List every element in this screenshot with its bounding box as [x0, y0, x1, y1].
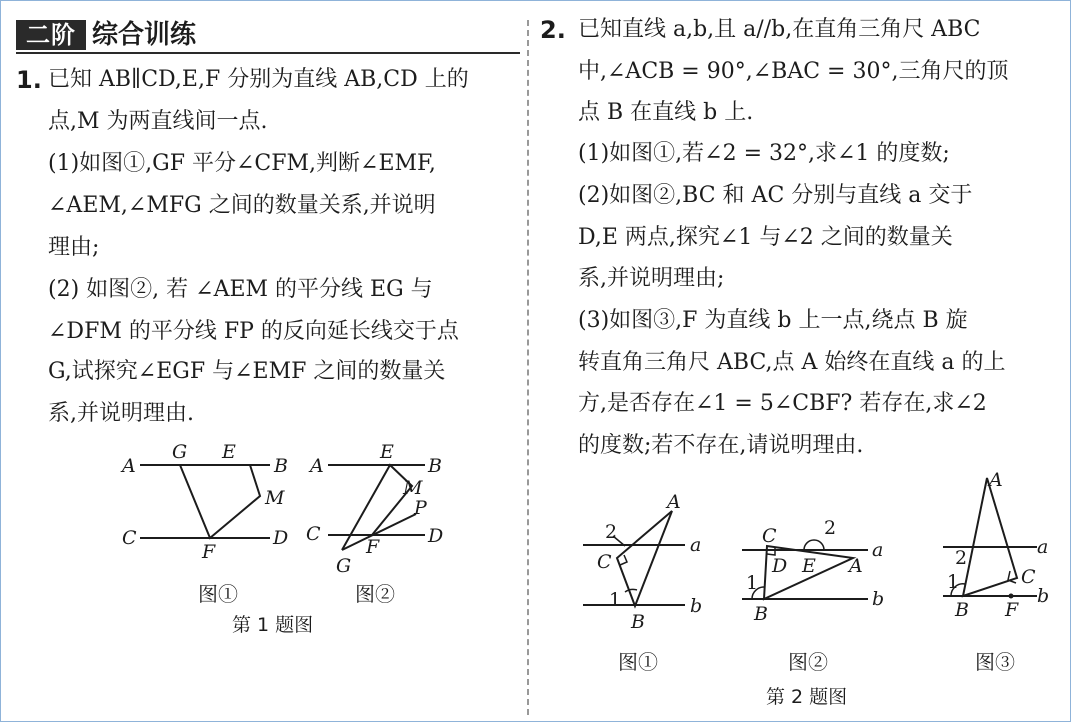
label-c: C	[597, 551, 612, 573]
label-f: F	[1005, 599, 1019, 621]
q1-line: G,试探究∠EGF 与∠EMF 之间的数量关	[48, 359, 446, 384]
section-rule	[16, 52, 520, 54]
label-m: M	[403, 477, 423, 499]
q1-figure-2	[300, 438, 460, 578]
label-e: E	[222, 441, 236, 463]
q1-line: 系,并说明理由.	[48, 401, 194, 426]
label-d: D	[772, 555, 788, 577]
label-line-a: a	[690, 534, 702, 556]
angle-2-arc	[804, 540, 824, 550]
label-a: A	[667, 491, 681, 513]
label-e: E	[802, 555, 816, 577]
q1-figure-1	[110, 438, 310, 588]
angle-2-label: 2	[955, 547, 968, 569]
label-f: F	[366, 536, 380, 558]
label-line-b: b	[1037, 585, 1050, 607]
label-b: B	[955, 599, 969, 621]
question-2-number: 2.	[540, 16, 566, 44]
label-f: F	[202, 541, 216, 563]
label-c: C	[306, 523, 321, 545]
q1-line: ∠DFM 的平分线 FP 的反向延长线交于点	[48, 319, 459, 344]
label-d: D	[428, 525, 444, 547]
q2-line: (2)如图②,BC 和 AC 分别与直线 a 交于	[578, 183, 973, 208]
q1-figure-caption: 第 1 题图	[232, 614, 314, 636]
q2-line: 转直角三角尺 ABC,点 A 始终在直线 a 的上	[578, 350, 1006, 375]
q2-figure-1	[575, 488, 725, 638]
q1-line: 理由;	[48, 235, 100, 260]
q1-line: 点,M 为两直线间一点.	[48, 109, 268, 134]
angle-2-label: 2	[824, 517, 837, 539]
label-m: M	[265, 487, 285, 509]
q2-figure-2	[736, 506, 896, 631]
label-b: B	[631, 611, 645, 633]
q2-figure-3	[935, 470, 1060, 630]
q1-fig2-caption: 图②	[355, 582, 395, 606]
right-angle-mark	[620, 555, 627, 565]
q1-line: 已知 AB∥CD,E,F 分别为直线 AB,CD 上的	[48, 67, 469, 92]
label-d: D	[273, 527, 289, 549]
label-line-b: b	[872, 588, 885, 610]
column-divider	[527, 20, 529, 715]
q2-line: 已知直线 a,b,且 a//b,在直角三角尺 ABC	[578, 17, 981, 42]
label-p: P	[414, 497, 427, 519]
label-a: A	[310, 455, 324, 477]
label-a: A	[849, 555, 863, 577]
label-b: B	[274, 455, 288, 477]
point-f	[1009, 594, 1014, 599]
label-c: C	[1021, 566, 1036, 588]
q1-line: (2) 如图②, 若 ∠AEM 的平分线 EG 与	[48, 277, 433, 302]
label-g: G	[172, 441, 188, 463]
label-a: A	[989, 470, 1003, 491]
label-g: G	[336, 555, 352, 577]
q1-line: ∠AEM,∠MFG 之间的数量关系,并说明	[48, 193, 436, 218]
q1-fig1-caption: 图①	[198, 582, 238, 606]
label-c: C	[122, 527, 137, 549]
q2-line: (3)如图③,F 为直线 b 上一点,绕点 B 旋	[578, 308, 968, 333]
angle-1-label: 1	[746, 572, 759, 594]
label-line-b: b	[690, 595, 703, 617]
q2-fig3-caption: 图③	[975, 650, 1015, 674]
angle-2-label: 2	[605, 521, 618, 543]
q2-line: 点 B 在直线 b 上.	[578, 100, 754, 125]
label-a: A	[122, 455, 136, 477]
q2-line: 中,∠ACB = 90°,∠BAC = 30°,三角尺的顶	[578, 59, 1009, 84]
angle-path	[180, 465, 260, 538]
label-b: B	[754, 603, 768, 625]
q2-fig1-caption: 图①	[618, 650, 658, 674]
label-c: C	[762, 525, 777, 547]
q2-line: D,E 两点,探究∠1 与∠2 之间的数量关	[578, 225, 953, 250]
q2-line: (1)如图①,若∠2 = 32°,求∠1 的度数;	[578, 141, 950, 166]
section-title: 综合训练	[92, 20, 197, 50]
label-e: E	[380, 441, 394, 463]
q1-line: (1)如图①,GF 平分∠CFM,判断∠EMF,	[48, 151, 436, 176]
label-line-a: a	[1037, 536, 1049, 558]
angle-1-label: 1	[609, 589, 622, 611]
q2-line: 的度数;若不存在,请说明理由.	[578, 433, 864, 458]
q2-line: 系,并说明理由;	[578, 266, 725, 291]
q2-figure-caption: 第 2 题图	[766, 686, 848, 708]
section-badge: 二阶	[16, 20, 86, 50]
question-1-number: 1.	[16, 66, 42, 94]
q2-fig2-caption: 图②	[788, 650, 828, 674]
label-line-a: a	[872, 539, 884, 561]
label-b: B	[428, 455, 442, 477]
angle-1-label: 1	[947, 571, 960, 593]
angle-1-arc	[625, 589, 637, 592]
q2-line: 方,是否存在∠1 = 5∠CBF? 若存在,求∠2	[578, 391, 987, 416]
